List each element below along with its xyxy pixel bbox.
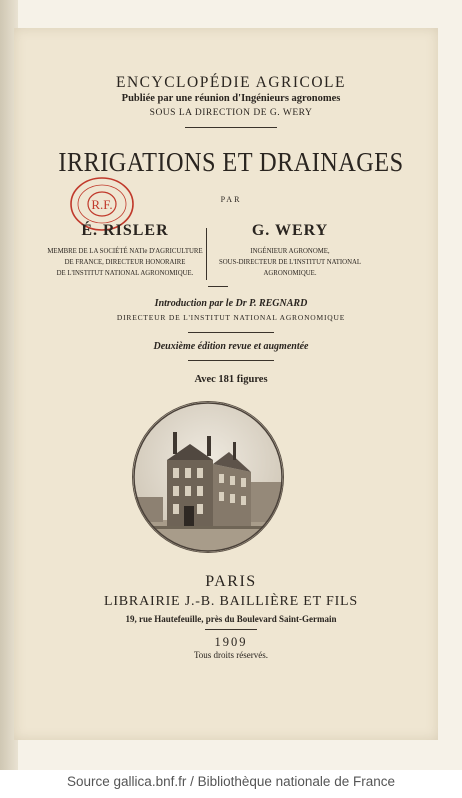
- affiliation-line: AGRONOMIQUE.: [263, 270, 317, 277]
- introduction-line: Introduction par le Dr P. REGNARD: [154, 298, 308, 309]
- divider: [188, 360, 274, 361]
- divider: [188, 332, 274, 333]
- stamp-text: R.F.: [91, 197, 113, 212]
- source-footer: [0, 774, 462, 789]
- edition-note: Deuxième édition revue et augmentée: [153, 341, 309, 352]
- introduction-role: DIRECTEUR DE L'INSTITUT NATIONAL AGRONOMIQUE: [116, 313, 346, 322]
- figure-count: Avec 181 figures: [194, 374, 268, 385]
- affiliation-line: INGÉNIEUR AGRONOME,: [250, 248, 330, 255]
- author-name: G. WERY: [251, 222, 329, 239]
- imprint-city: PARIS: [205, 573, 257, 590]
- author-name: É. RISLER: [81, 222, 169, 239]
- divider: [205, 629, 257, 630]
- author-divider: [206, 228, 207, 280]
- affiliation-line: DE L'INSTITUT NATIONAL AGRONOMIQUE.: [56, 270, 194, 277]
- affiliation-line: DE FRANCE, DIRECTEUR HONORAIRE: [64, 259, 186, 266]
- affiliation-line: MEMBRE DE LA SOCIÉTÉ NATle D'AGRICULTURE: [47, 248, 203, 255]
- author-affiliation: [210, 246, 370, 279]
- affiliation-line: SOUS-DIRECTEUR DE L'INSTITUT NATIONAL: [218, 259, 362, 266]
- divider: [208, 286, 228, 287]
- publication-year: 1909: [214, 635, 248, 649]
- institute-building-engraving: [132, 401, 284, 553]
- author-risler: [40, 222, 210, 279]
- imprint-publisher: LIBRAIRIE J.-B. BAILLIÈRE ET FILS: [103, 594, 359, 609]
- author-wery: [210, 222, 370, 279]
- source-link[interactable]: Source gallica.bnf.fr / Bibliothèque nationale de France: [67, 774, 395, 789]
- author-affiliation: [40, 246, 210, 279]
- book-title: IRRIGATIONS ET DRAINAGES: [58, 147, 404, 177]
- publisher-note: Publiée par une réunion d'Ingénieurs agronomes: [121, 93, 341, 104]
- imprint-address: 19, rue Hautefeuille, près du Boulevard Saint-Germain: [125, 614, 337, 624]
- by-label: PAR: [220, 195, 242, 204]
- rights-notice: Tous droits réservés.: [193, 650, 269, 660]
- series-title: ENCYCLOPÉDIE AGRICOLE: [116, 74, 346, 91]
- series-direction: SOUS LA DIRECTION DE G. WERY: [149, 108, 313, 118]
- divider: [185, 127, 277, 128]
